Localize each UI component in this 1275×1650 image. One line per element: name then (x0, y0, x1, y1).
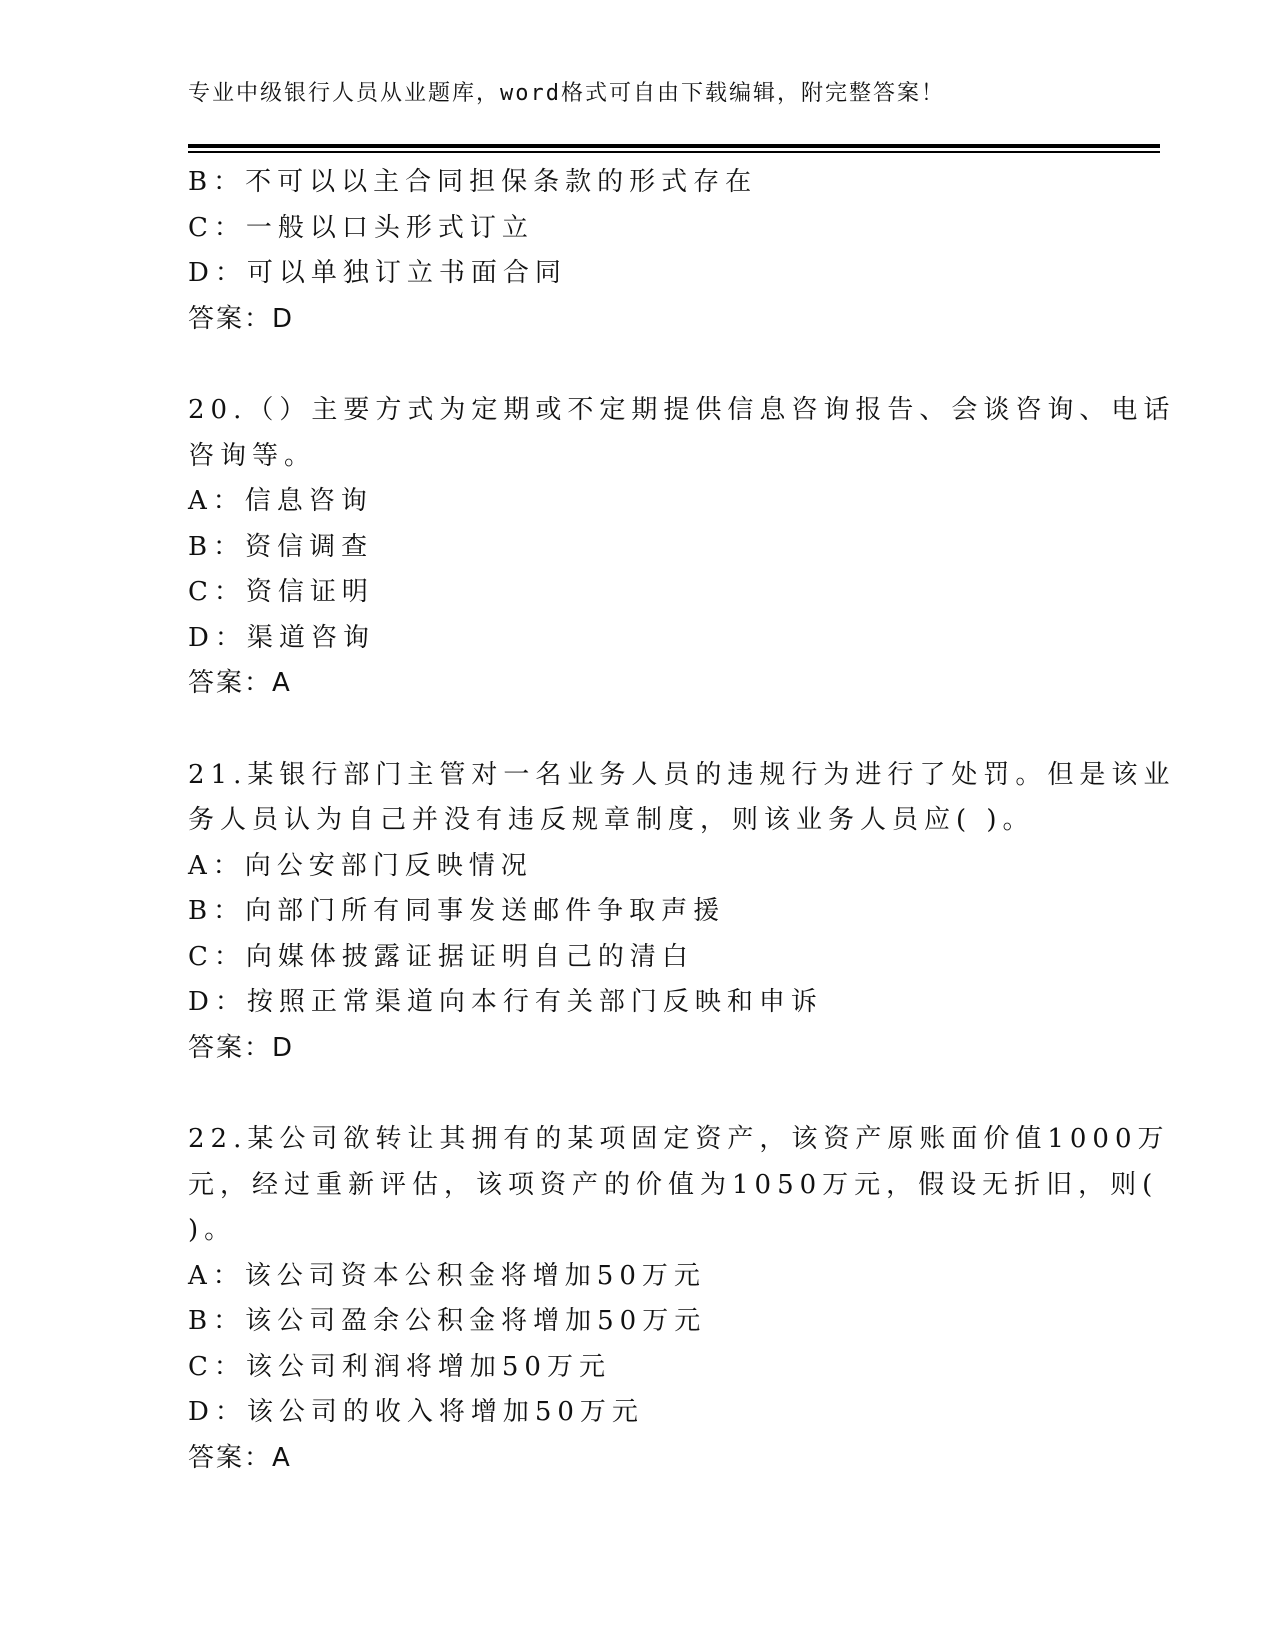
spacer (188, 707, 1088, 753)
question-text-line: 咨询等。 (188, 440, 317, 471)
answer-line: 答案：D (188, 303, 295, 334)
question-22 (188, 1117, 1170, 1481)
option-d: D：可以单独订立书面合同 (188, 258, 567, 288)
question-text-line: 22.某公司欲转让其拥有的某项固定资产，该资产原账面价值1000万 (188, 1124, 1170, 1154)
option-d: D：按照正常渠道向本行有关部门反映和申诉 (188, 987, 823, 1017)
option-c: C：资信证明 (188, 577, 374, 607)
question-list (188, 160, 1176, 1481)
option-a: A：向公安部门反映情况 (188, 850, 533, 881)
question-21 (188, 753, 1176, 1072)
option-b: B：不可以以主合同担保条款的形式存在 (188, 167, 758, 197)
question-20 (188, 388, 1176, 707)
option-a: A：该公司资本公积金将增加50万元 (188, 1260, 706, 1291)
option-c: C：该公司利润将增加50万元 (188, 1351, 611, 1382)
header-divider-thick (188, 144, 1160, 148)
option-d: D：渠道咨询 (188, 622, 375, 653)
option-c: C：向媒体披露证据证明自己的清白 (188, 941, 694, 972)
answer-line: 答案：D (188, 1032, 295, 1063)
question-text-line: 元，经过重新评估，该项资产的价值为1050万元，假设无折旧，则( (188, 1169, 1159, 1200)
option-b: B：向部门所有同事发送邮件争取声援 (188, 896, 726, 926)
question-text-line: )。 (188, 1215, 237, 1245)
spacer (188, 1071, 1088, 1117)
option-a: A：信息咨询 (188, 486, 373, 516)
option-b: B：该公司盈余公积金将增加50万元 (188, 1306, 707, 1336)
option-b: B：资信调查 (188, 531, 374, 562)
answer-line: 答案：A (188, 668, 292, 698)
header-divider-thin (188, 151, 1160, 153)
question-19-continued (188, 160, 1088, 342)
spacer (188, 342, 1088, 388)
answer-line: 答案：A (188, 1442, 292, 1473)
page-header: 专业中级银行人员从业题库，word格式可自由下载编辑，附完整答案！ (188, 81, 945, 106)
question-text-line: 21.某银行部门主管对一名业务人员的违规行为进行了处罚。但是该业 (188, 759, 1176, 790)
option-d: D：该公司的收入将增加50万元 (188, 1397, 644, 1427)
question-text-line: 务人员认为自己并没有违反规章制度，则该业务人员应( )。 (188, 805, 1035, 835)
option-c: C：一般以口头形式订立 (188, 212, 534, 243)
question-text-line: 20.（）主要方式为定期或不定期提供信息咨询报告、会谈咨询、电话 (188, 395, 1176, 425)
